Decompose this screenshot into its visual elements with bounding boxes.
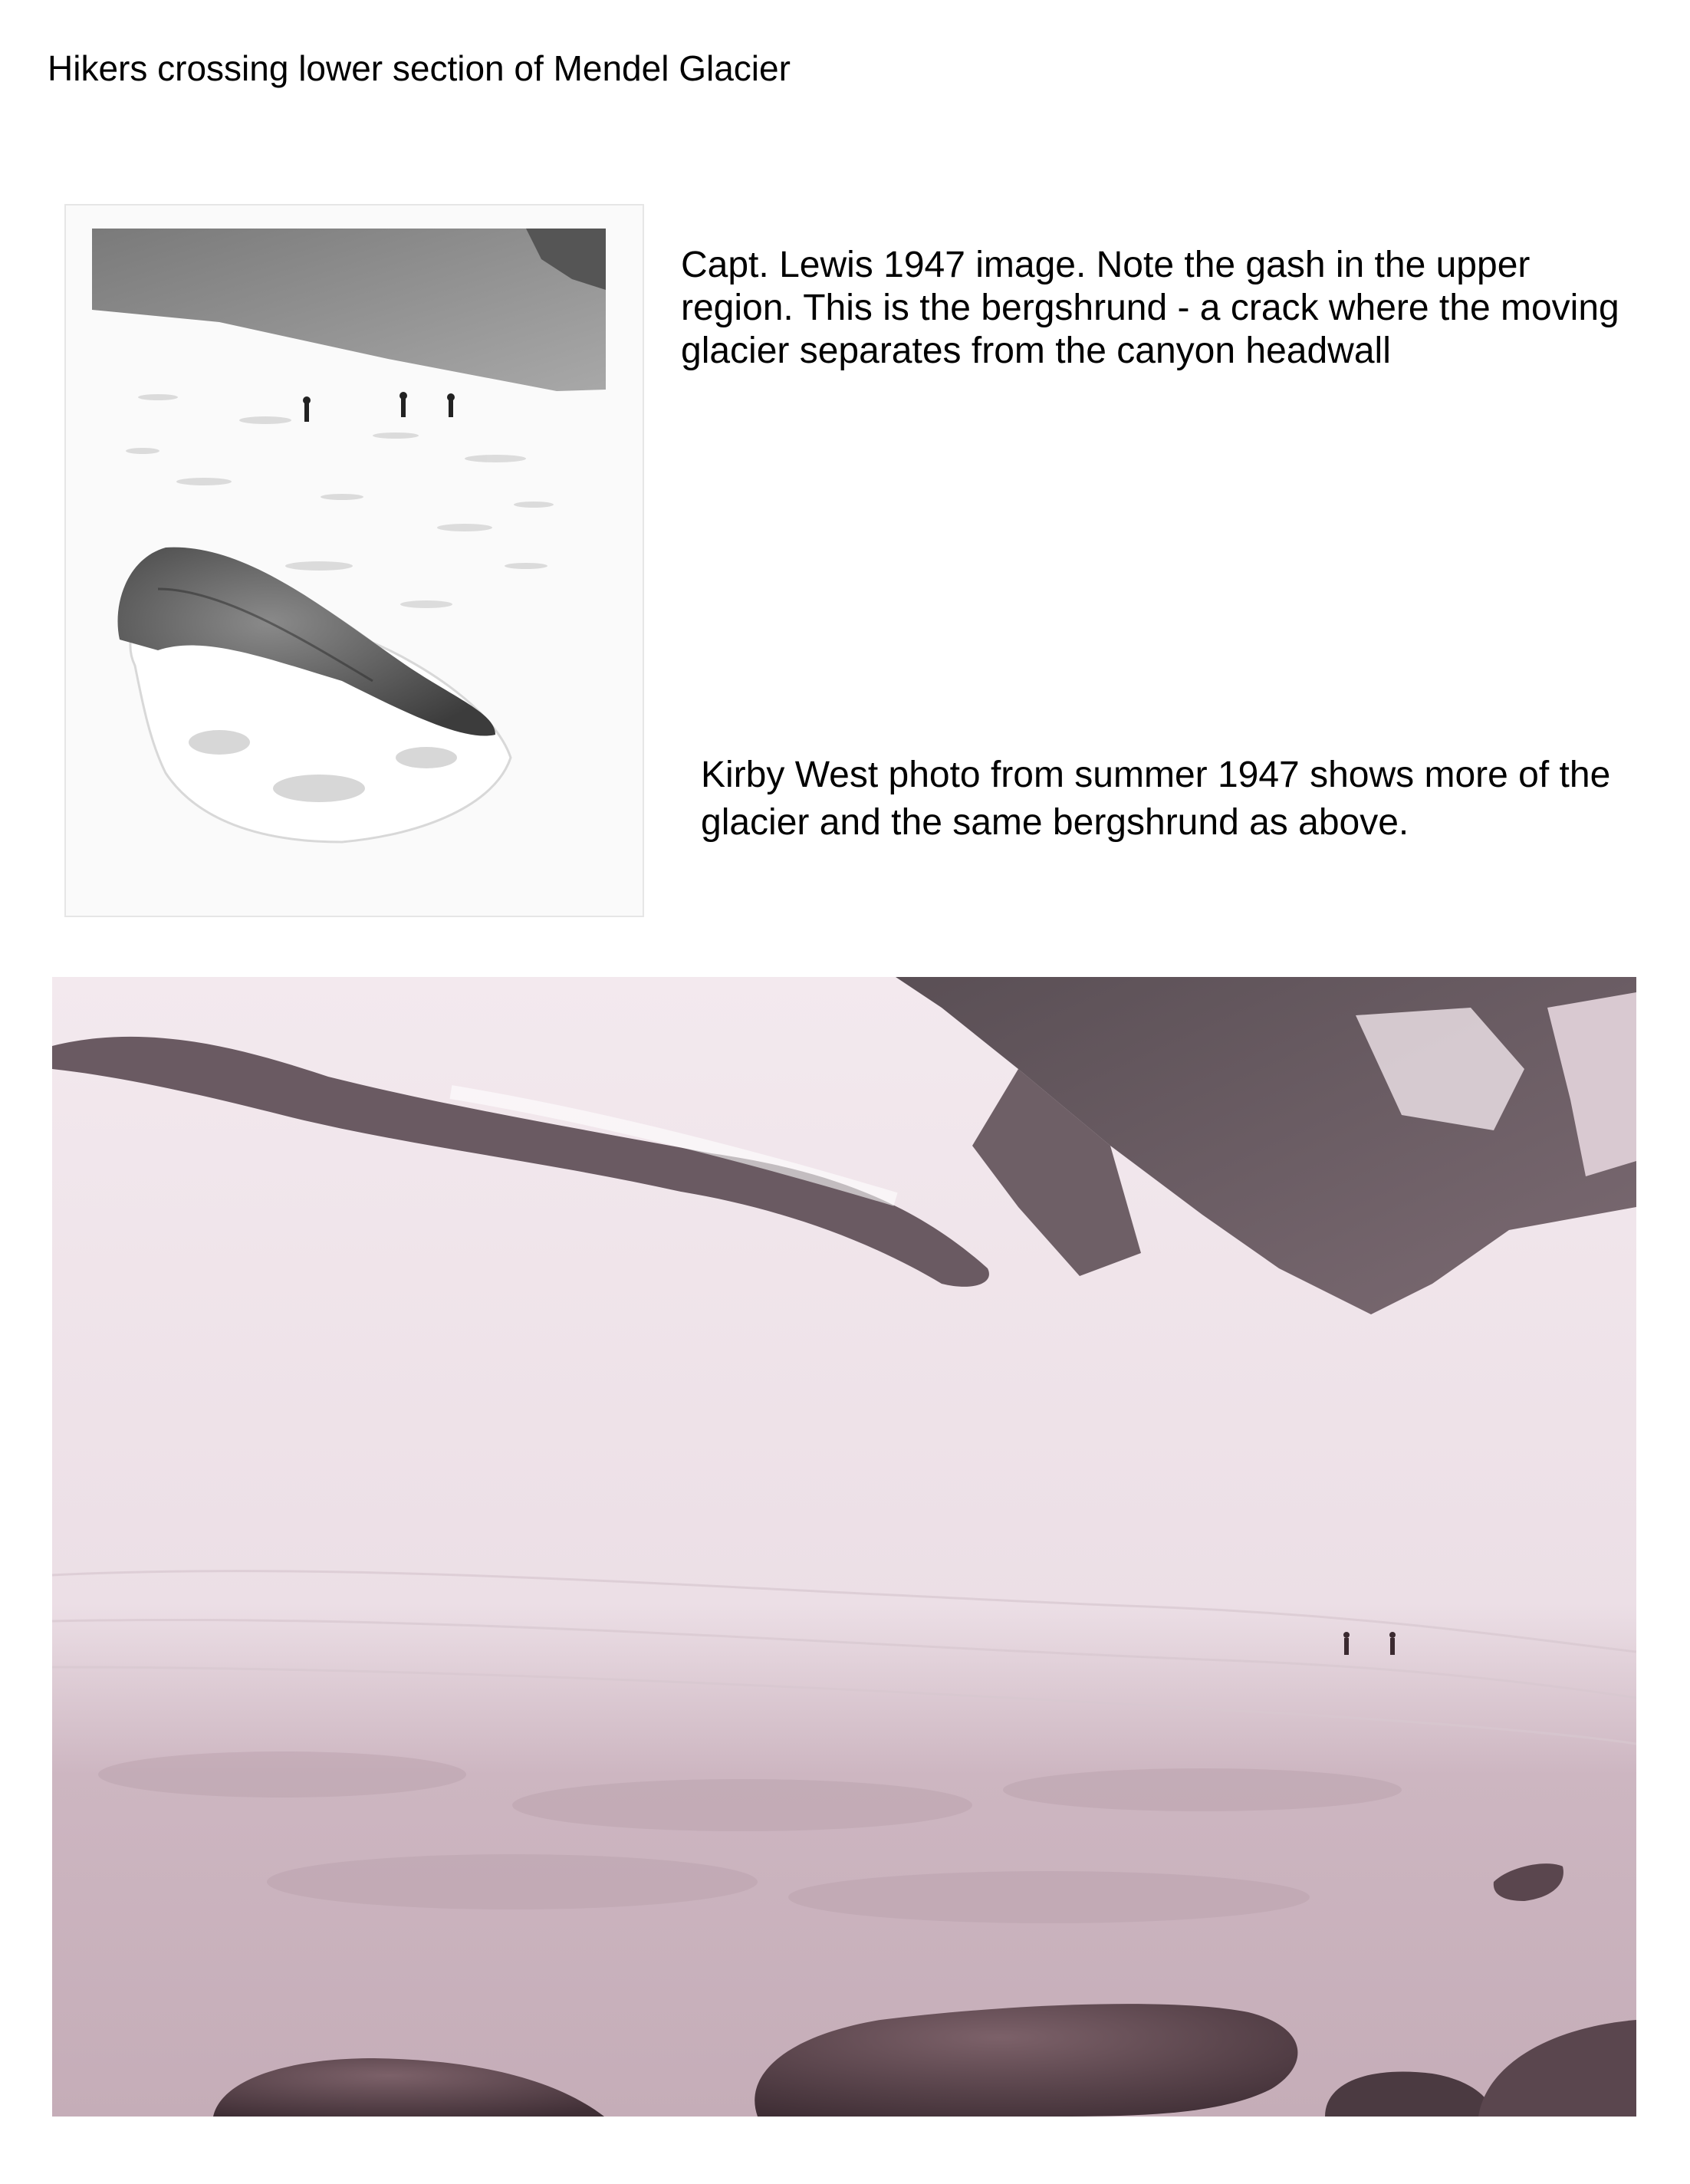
kirby-west-photo — [52, 977, 1636, 2117]
caption-west: Kirby West photo from summer 1947 shows more of the glacier and the same bergshrund as above. — [701, 755, 1611, 843]
page-title: Hikers crossing lower section of Mendel Glacier — [48, 48, 791, 88]
lewis-photo — [66, 206, 643, 916]
caption-lewis: Capt. Lewis 1947 image. Note the gash in the upper region. This is the bergshrund - a crack where the moving glacier separates from the canyon headwall — [681, 245, 1619, 371]
